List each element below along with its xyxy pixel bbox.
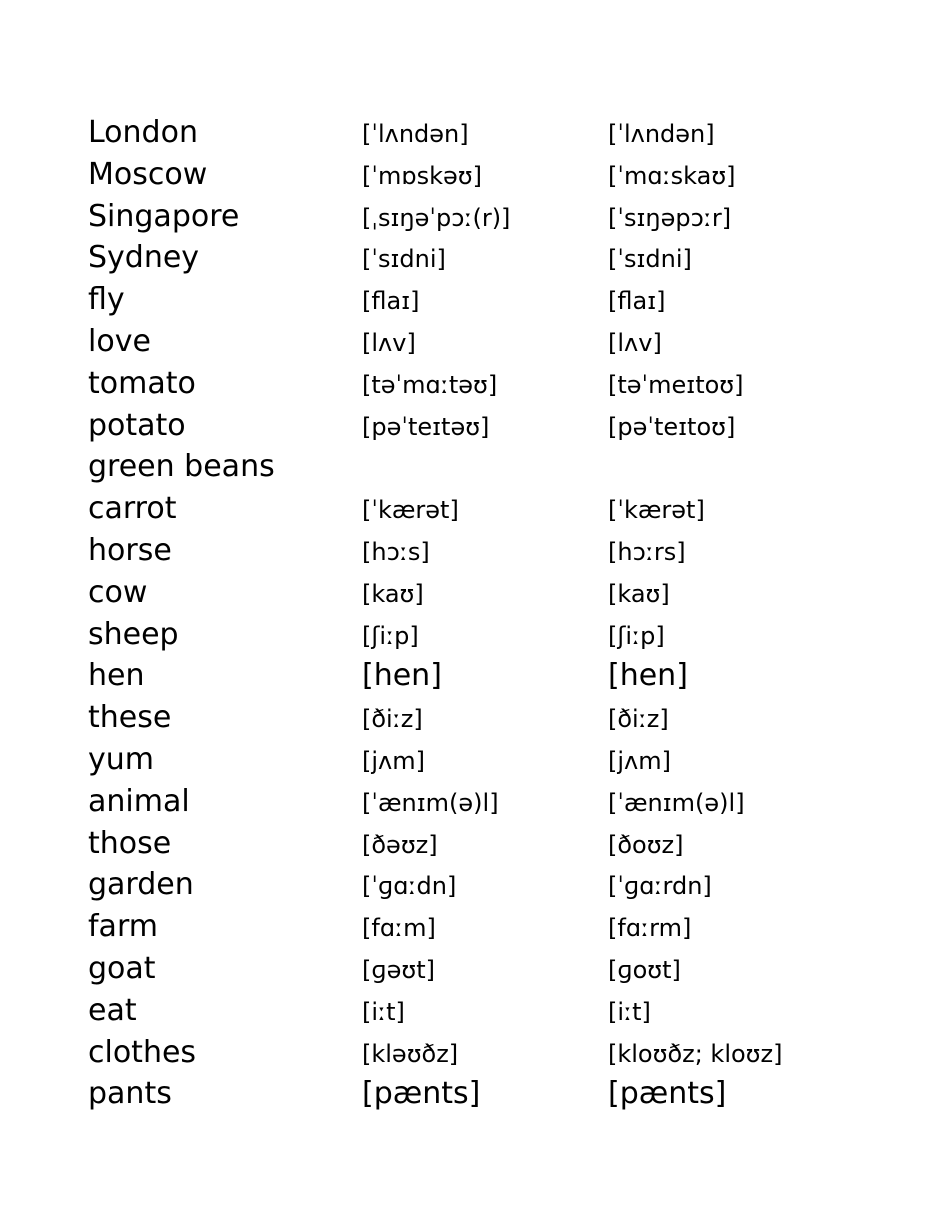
vocab-row	[88, 111, 888, 153]
vocab-row	[88, 529, 888, 571]
vocab-uk-phonetic: [ˈkærət]	[362, 496, 459, 525]
vocab-word: love	[88, 323, 151, 359]
vocab-us-phonetic: [ɡoʊt]	[608, 955, 681, 984]
vocab-uk-phonetic: [hen]	[362, 658, 442, 694]
vocab-row	[88, 404, 888, 446]
vocab-row	[88, 947, 888, 989]
vocab-uk-phonetic: [pænts]	[362, 1076, 481, 1112]
vocab-uk-phonetic: [ˈsɪdni]	[362, 245, 446, 274]
vocab-word: those	[88, 825, 172, 861]
vocab-uk-phonetic: [hɔːs]	[362, 537, 430, 566]
vocab-us-phonetic: [fɑːrm]	[608, 914, 692, 943]
vocab-us-phonetic: [kaʊ]	[608, 579, 670, 608]
vocab-row	[88, 696, 888, 738]
vocab-uk-phonetic: [ɡəʊt]	[362, 955, 435, 984]
vocab-word: London	[88, 115, 198, 150]
vocab-word: these	[88, 700, 172, 736]
vocab-row	[88, 1072, 888, 1114]
vocab-us-phonetic: [pænts]	[608, 1076, 727, 1112]
vocab-row	[88, 445, 888, 487]
vocab-word: potato	[88, 407, 186, 443]
vocab-row	[88, 278, 888, 320]
vocab-row	[88, 362, 888, 404]
vocab-word: animal	[88, 783, 190, 819]
vocab-word: cow	[88, 574, 148, 610]
vocab-word: fly	[88, 282, 125, 318]
vocab-us-phonetic: [iːt]	[608, 997, 651, 1026]
vocab-us-phonetic: [ˈmɑːskaʊ]	[608, 161, 736, 190]
vocab-us-phonetic: [pəˈteɪtoʊ]	[608, 412, 736, 441]
vocab-us-phonetic: [ˈlʌndən]	[608, 120, 715, 148]
vocab-uk-phonetic: [kaʊ]	[362, 579, 424, 608]
vocab-word: green beans	[88, 449, 275, 485]
vocab-word: eat	[88, 992, 137, 1028]
vocab-word: goat	[88, 950, 156, 986]
vocab-word: Moscow	[88, 156, 208, 192]
vocab-us-phonetic: [hɔːrs]	[608, 537, 686, 566]
vocab-uk-phonetic: [lʌv]	[362, 328, 416, 357]
vocab-uk-phonetic: [ˈmɒskəʊ]	[362, 161, 482, 190]
vocab-row	[88, 195, 888, 237]
vocab-word: garden	[88, 867, 194, 903]
vocab-uk-phonetic: [ˌsɪŋəˈpɔː(r)]	[362, 203, 511, 232]
vocab-word: yum	[88, 741, 154, 777]
vocab-uk-phonetic: [ðiːz]	[362, 705, 423, 734]
vocab-uk-phonetic: [kləʊðz]	[362, 1039, 459, 1068]
vocab-us-phonetic: [təˈmeɪtoʊ]	[608, 370, 744, 399]
vocab-word: horse	[88, 532, 172, 568]
vocab-uk-phonetic: [pəˈteɪtəʊ]	[362, 412, 490, 441]
vocab-us-phonetic: [ˈɡɑːrdn]	[608, 872, 712, 901]
vocab-uk-phonetic: [təˈmɑːtəʊ]	[362, 370, 498, 399]
vocab-uk-phonetic: [fɑːm]	[362, 914, 436, 943]
vocab-row	[88, 320, 888, 362]
vocab-us-phonetic: [hen]	[608, 658, 688, 694]
vocab-us-phonetic: [kloʊðz; kloʊz]	[608, 1039, 783, 1068]
vocab-uk-phonetic: [iːt]	[362, 997, 405, 1026]
vocab-us-phonetic: [lʌv]	[608, 328, 662, 357]
vocab-uk-phonetic: [flaɪ]	[362, 287, 420, 316]
vocab-uk-phonetic: [ʃiːp]	[362, 621, 419, 650]
vocab-row	[88, 1031, 888, 1073]
vocab-row	[88, 487, 888, 529]
vocab-row	[88, 654, 888, 696]
vocab-row	[88, 571, 888, 613]
vocab-uk-phonetic: [ˈɡɑːdn]	[362, 872, 457, 901]
vocab-word: hen	[88, 658, 145, 694]
vocab-uk-phonetic: [jʌm]	[362, 746, 425, 775]
vocab-us-phonetic: [ðiːz]	[608, 705, 669, 734]
vocab-word: tomato	[88, 365, 196, 401]
vocab-us-phonetic: [jʌm]	[608, 746, 671, 775]
vocab-row	[88, 780, 888, 822]
vocab-row	[88, 153, 888, 195]
vocab-us-phonetic: [ðoʊz]	[608, 830, 684, 859]
vocab-us-phonetic: [ˈkærət]	[608, 496, 705, 525]
vocab-row	[88, 863, 888, 905]
vocab-word: Sydney	[88, 240, 200, 276]
vocab-word: pants	[88, 1076, 172, 1112]
vocab-row	[88, 905, 888, 947]
vocab-row	[88, 613, 888, 655]
vocab-word: sheep	[88, 616, 179, 652]
vocab-us-phonetic: [flaɪ]	[608, 287, 666, 316]
vocab-us-phonetic: [ˈænɪm(ə)l]	[608, 788, 745, 817]
vocab-row	[88, 236, 888, 278]
vocab-uk-phonetic: [ðəʊz]	[362, 830, 438, 859]
vocab-row	[88, 822, 888, 864]
vocabulary-table	[88, 111, 888, 1114]
vocab-us-phonetic: [ˈsɪŋəpɔːr]	[608, 203, 732, 232]
vocab-us-phonetic: [ʃiːp]	[608, 621, 665, 650]
vocab-word: Singapore	[88, 198, 240, 234]
vocab-word: carrot	[88, 491, 177, 527]
vocab-word: clothes	[88, 1034, 197, 1070]
vocab-us-phonetic: [ˈsɪdni]	[608, 245, 692, 274]
vocab-word: farm	[88, 909, 158, 945]
vocab-uk-phonetic: [ˈænɪm(ə)l]	[362, 788, 499, 817]
vocab-row	[88, 738, 888, 780]
vocab-row	[88, 989, 888, 1031]
vocab-uk-phonetic: [ˈlʌndən]	[362, 120, 469, 148]
